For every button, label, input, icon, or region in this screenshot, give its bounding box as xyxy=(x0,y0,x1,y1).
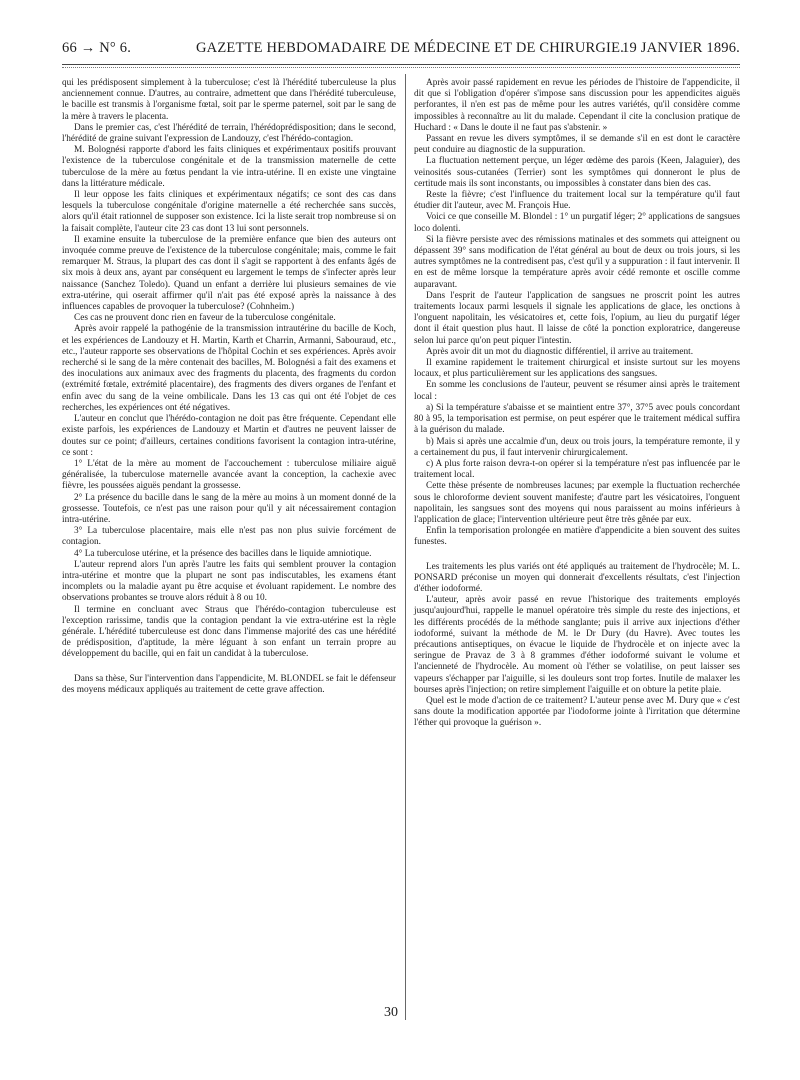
paragraph: Cette thèse présente de nombreuses lacunes; par exemple la fluctuation recherchée sous le chloroforme devient souvent manifeste; d'autre part les vésicatoires, l'onguent napolitain, les sangsues sont des moyens qui nous paraissent au moins inférieurs à l'application de glace; l'intervention ultérieure peut être très gênée par eux. xyxy=(414,481,740,525)
paragraph: Il examine rapidement le traitement chirurgical et insiste surtout sur les moyens locaux, et plus particulièrement sur les applications des sangsues. xyxy=(414,358,740,380)
paragraph: M. Bolognési rapporte d'abord les faits cliniques et expérimentaux positifs prouvant l'existence de la tuberculose congénitale et de la transmission maternelle de cette tuberculose de la mère au fœtus pendant la vie intra-utérine. Il en existe une vingtaine dans la littérature médicale. xyxy=(62,145,396,189)
paragraph: 1° L'état de la mère au moment de l'accouchement : tuberculose miliaire aiguë généralisée, la tuberculose maternelle avancée avant la conception, la cachexie avec fièvre, les poussées aiguës pendant la grossesse. xyxy=(62,458,396,492)
paragraph: Dans l'esprit de l'auteur l'application de sangsues ne proscrit point les autres traitements locaux parmi lesquels il signale les applications de glace, les onctions à l'onguent napolitain, les vésicatoires et, cette fois, l'opium, au lieu du purgatif léger dont il était question plus haut. Il laisse de côté la ponction exploratrice, dangereuse selon lui parce qu'on peut piquer l'intestin. xyxy=(414,290,740,346)
page-number-issue xyxy=(62,40,131,57)
paragraph: Passant en revue les divers symptômes, il se demande s'il en est dont le caractère peut conduire au diagnostic de la suppuration. xyxy=(414,134,740,156)
folio-number: 30 xyxy=(384,1005,398,1020)
header-issue: N° 6. xyxy=(99,40,132,56)
right-column xyxy=(414,78,740,730)
paragraph: Il termine en concluant avec Straus que l'hérédo-contagion tuberculeuse est l'exception rarissime, tandis que la contagion pendant la vie extra-utérine est la règle générale. L'hérédité tuberculeuse est donc dans l'immense majorité des cas une hérédité de prédisposition, d'aptitude, la mère léguant à son enfant un terrain propre au développement du bacille, qui en fait un candidat à la tuberculose. xyxy=(62,604,396,660)
paragraph: Si la fièvre persiste avec des rémissions matinales et des sommets qui atteignent ou dépassent 39° sans modification de l'état général au bout de deux ou trois jours, si les autres symptômes ne la contredisent pas, c'est qu'il y a suppuration : il faut intervenir. Il en est de même lorsque la température après avoir cédé remonte et oscille comme auparavant. xyxy=(414,234,740,290)
paragraph: Ces cas ne prouvent donc rien en faveur de la tuberculose congénitale. xyxy=(74,313,336,324)
paragraph: En somme les conclusions de l'auteur, peuvent se résumer ainsi après le traitement local : xyxy=(414,380,740,402)
paragraph: Il leur oppose les faits cliniques et expérimentaux négatifs; ce sont des cas dans lesquels la tuberculose congénitale d'origine maternelle a été recherchée sans succès, alors qu'il était rationnel de supposer son existence. Ici la liste serait trop nombreuse si on la faisait complète, l'auteur cite 23 cas dont 13 lui sont personnels. xyxy=(62,190,396,234)
paragraph: 2° La présence du bacille dans le sang de la mère au moins à un moment donné de la grossesse. Toutefois, ce n'est pas une raison pour qu'il y ait nécessairement contagion intra-utérine. xyxy=(62,492,396,525)
paragraph: Voici ce que conseille M. Blondel : 1° un purgatif léger; 2° applications de sangsues loco dolenti. xyxy=(414,212,740,234)
column-divider xyxy=(405,74,406,1020)
header-dotted-rule xyxy=(62,67,740,68)
paragraph: L'auteur reprend alors l'un après l'autre les faits qui semblent prouver la contagion intra-utérine et montre que la plupart ne sont pas indiscutables, les examens étant incomplets ou la maladie ayant pu être acquise et évoluant rapidement. Le nombre des observations probantes se trouve alors réduit à 8 ou 10. xyxy=(62,559,396,604)
header-rule xyxy=(62,64,740,65)
header-page: 66 xyxy=(62,40,77,56)
paragraph: a) Si la température s'abaisse et se maintient entre 37°, 37°5 avec pouls concordant 80 à 95, la temporisation est permise, on peut espérer que le traitement médical suffira à la guérison du malade. xyxy=(414,402,740,436)
paragraph: Après avoir passé rapidement en revue les périodes de l'histoire de l'appendicite, il dit que si l'obligation d'opérer s'impose sans discussion pour les appendicites aiguës perforantes, il n'en est pas de même pour les autres variétés, qu'il considère comme impossibles à reconnaître au lit du malade. Cependant il cite la conclusion pratique de Huchard : « Dans le doute il ne faut pas s'abstenir. » xyxy=(414,78,740,133)
paragraph: qui les prédisposent simplement à la tuberculose; c'est là l'hérédité tuberculeuse la plus anciennement connue. D'autres, au contraire, admettent que dans l'hérédité tuberculeuse, le bacille est transmis à l'organisme fœtal, soit par le sperme paternel, soit par le sang de la mère à travers le placenta. xyxy=(62,78,396,122)
paragraph: 4° La tuberculose utérine, et la présence des bacilles dans le liquide amniotique. xyxy=(74,548,372,559)
left-column xyxy=(62,78,396,696)
journal-title: GAZETTE HEBDOMADAIRE DE MÉDECINE ET DE CHIRURGIE. xyxy=(196,40,624,56)
paragraph: Dans sa thèse, Sur l'intervention dans l'appendicite, M. BLONDEL se fait le défenseur des moyens médicaux appliqués au traitement de cette grave affection. xyxy=(62,673,396,695)
paragraph: L'auteur, après avoir passé en revue l'historique des traitements employés jusqu'aujourd'hui, rappelle le manuel opératoire très simple du reste des injections, et les différents procédés de la méthode sanglante; puis il arrive aux injections d'éther iodoformé, suivant la méthode de M. le Dr Dury (du Havre). Avec toutes les précautions antiseptiques, on évacue le liquide de l'hydrocèle et on injecte avec la seringue de Pravaz de 3 à 8 grammes d'éther iodoformé suivant le volume et l'ancienneté de l'hydrocèle. Au moment où l'éther se volatilise, on peut laisser ses vapeurs s'échapper par l'aiguille, si les douleurs sont trop fortes. Inutile de malaxer les bourses après l'injection; on retire simplement l'aiguille et on obture la petite plaie. xyxy=(414,595,740,695)
paragraph: Les traitements les plus variés ont été appliqués au traitement de l'hydrocèle; M. L. PONSARD préconise un moyen qui donnerait d'excellents résultats, c'est l'injection d'éther iodoformé. xyxy=(414,561,740,594)
paragraph: Enfin la temporisation prolongée en matière d'appendicite a bien souvent des suites funestes. xyxy=(414,526,740,548)
paragraph: Dans le premier cas, c'est l'hérédité de terrain, l'hérédoprédisposition; dans le second, l'hérédité de graine suivant l'expression de Landouzy, c'est l'hérédo-contagion. xyxy=(62,122,396,145)
paragraph: Il examine ensuite la tuberculose de la première enfance que bien des auteurs ont invoquée comme preuve de l'existence de la tuberculose congénitale; mais, comme le fait remarquer M. Straus, la plupart des cas dont il s'agit se rapportent à des enfants âgés de six mois à deux ans, ayant par conséquent eu largement le temps de s'infecter après leur naissance (Sanchez Toledo). Quand un enfant a derrière lui plusieurs semaines de vie extra-utérine, qui oserait affirmer qu'il n'ait pas été exposé après la naissance à des influences capables de provoquer la tuberculose? (Cohnheim.) xyxy=(62,234,396,313)
paragraph: c) A plus forte raison devra-t-on opérer si la température n'est pas influencée par le traitement local. xyxy=(414,458,740,481)
paragraph: 3° La tuberculose placentaire, mais elle n'est pas non plus suivie forcément de contagion. xyxy=(62,526,396,548)
paragraph: b) Mais si après une accalmie d'un, deux ou trois jours, la température remonte, il y a certainement du pus, il faut intervenir chirurgicalement. xyxy=(414,436,740,458)
paragraph: L'auteur en conclut que l'hérédo-contagion ne doit pas être fréquente. Cependant elle existe parfois, les expériences de Landouzy et Martin et d'autres ne peuvent laisser de doutes sur ce point; d'ailleurs, certaines conditions favorisent la contagion intra-utérine, ce sont : xyxy=(62,414,396,458)
paragraph: Reste la fièvre; c'est l'influence du traitement local sur la température qu'il faut étudier dit l'auteur, avec M. François Hue. xyxy=(414,190,740,212)
issue-date: 19 JANVIER 1896. xyxy=(622,40,740,56)
paragraph: Après avoir dit un mot du diagnostic différentiel, il arrive au traitement. xyxy=(426,346,694,357)
header-arrow: → xyxy=(80,40,96,56)
paragraph: La fluctuation nettement perçue, un léger œdème des parois (Keen, Jalaguier), des veinosités sous-cutanées (Terrier) sont les symptômes qui donneront le plus de certitude mais ils sont inconstants, ou impossibles à constater dans bien des cas. xyxy=(414,156,740,189)
paragraph: Après avoir rappelé la pathogénie de la transmission intrautérine du bacille de Koch, et les expériences de Landouzy et H. Martin, Karth et Charrin, Armanni, Sabouraud, etc., etc., l'auteur rapporte ses observations de l'hôpital Cochin et ses expériences. Après avoir recherché si le sang de la mère contenait des bacilles, M. Bolognési a fait des examens et des inoculations aux animaux avec des fragments du placenta, des fragments du cordon (extrémité fœtale, extrémité placentaire), des fragments des divers organes de l'enfant et enfin avec du sang de la veine ombilicale. Dans les 13 cas qui ont été l'objet de ces recherches, les expériences ont été négatives. xyxy=(62,324,396,413)
paragraph: Quel est le mode d'action de ce traitement? L'auteur pense avec M. Dury que « c'est sans doute la modification apportée par l'iodoforme jointe à l'irritation que détermine l'éther qui provoque la guérison ». xyxy=(414,695,740,729)
page-header xyxy=(62,40,740,62)
